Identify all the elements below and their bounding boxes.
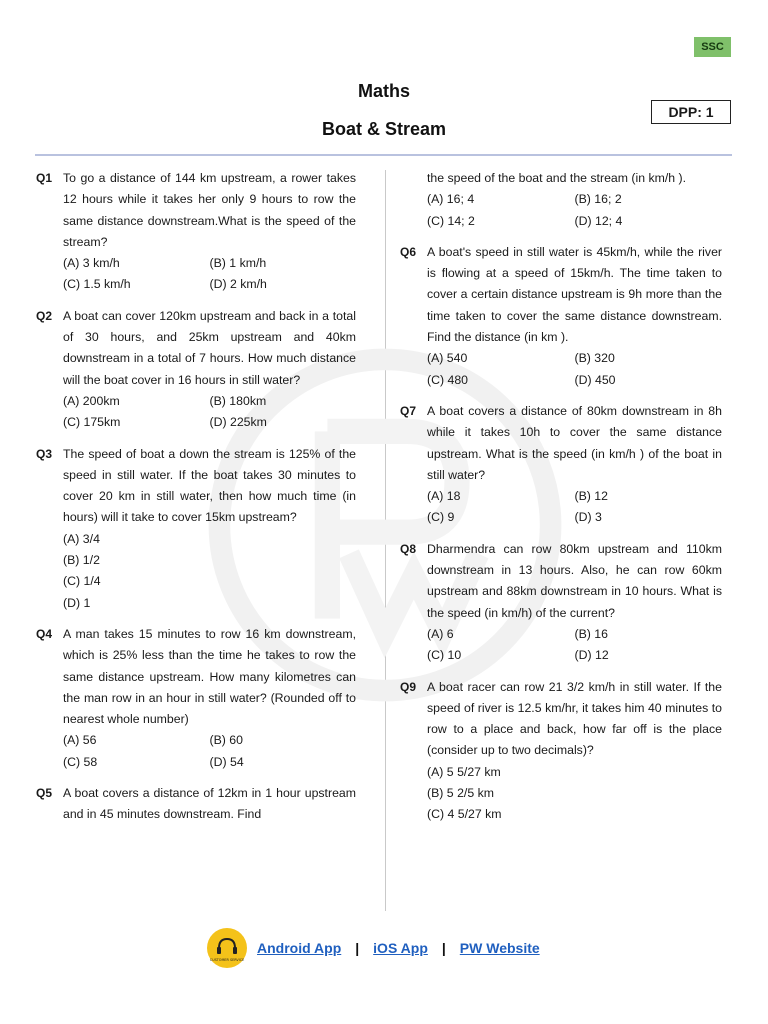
subject-title: Maths: [357, 81, 410, 101]
header-divider: [35, 154, 732, 156]
question-number: Q8: [400, 541, 417, 556]
topic-title: Boat & Stream: [321, 119, 447, 139]
option: (A) 3 km/h: [63, 256, 120, 271]
option: (A) 6: [427, 626, 454, 641]
option: (B) 12: [574, 489, 608, 504]
option: (C) 58: [63, 754, 98, 769]
question-text: A boat's speed in still water is 45km/h, while the river is flowing at a speed of 15km/h. The time taken to cover a certain distance upstream is 9h more than the time taken to cover the same distance downstream. Find the distance (in km ).: [427, 244, 722, 345]
option: (B) 180km: [209, 393, 267, 408]
option: (D) 2 km/h: [209, 277, 267, 292]
question: [36, 624, 356, 773]
question-text: A boat can cover 120km upstream and back in a total of 30 hours, and 25km upstream and 40km downstream in a total of 7 hours. How much distance will the boat cover in 16 hours in still water?: [63, 308, 356, 387]
question: [400, 401, 722, 529]
option: (A) 200km: [63, 393, 120, 408]
option: (C) 1.5 km/h: [63, 277, 131, 292]
question: [36, 168, 356, 296]
option: (A) 3/4: [63, 531, 100, 546]
right-column: [400, 168, 722, 826]
question-number: Q5: [36, 786, 53, 801]
question-text: A boat covers a distance of 80km downstream in 8h while it takes 10h to cover the same distance upstream. What is the speed (in km/h ) of the boat in still water?: [427, 403, 722, 482]
option: (C) 175km: [63, 415, 121, 430]
dpp-label: DPP: 1: [651, 100, 731, 124]
options: [63, 730, 356, 773]
question-number: Q1: [36, 171, 53, 185]
option: (A) 56: [63, 733, 97, 748]
options: [63, 253, 356, 296]
options: [427, 762, 722, 826]
question: [36, 306, 356, 434]
option: (A) 540: [427, 351, 468, 366]
option: (C) 9: [427, 510, 455, 525]
option: (B) 5 2/5 km: [427, 786, 494, 801]
question: [36, 444, 356, 614]
footer-links: [207, 927, 540, 969]
option: (C) 10: [427, 648, 462, 663]
option: (B) 16: [574, 626, 608, 641]
option: (B) 320: [574, 351, 615, 366]
options: [63, 529, 356, 614]
option: (A) 5 5/27 km: [427, 764, 501, 779]
question-text: A boat racer can row 21 3/2 km/h in still water. If the speed of river is 12.5 km/hr, it takes him 40 minutes to row to a place and back, how far off is the place (consider up to two decimals)?: [427, 679, 722, 758]
column-divider: [385, 170, 386, 911]
pw-website-link[interactable]: PW Website: [459, 940, 540, 956]
question-text: the speed of the boat and the stream (in km/h ).: [427, 171, 687, 185]
question-number: Q3: [36, 446, 53, 461]
question-number: Q2: [36, 308, 53, 323]
option: (D) 12: [574, 648, 609, 663]
ios-app-link[interactable]: iOS App: [373, 940, 428, 956]
question-text: To go a distance of 144 km upstream, a rower takes 12 hours while it takes her only 9 hours to row the same distance downstream.What is the speed of the stream?: [63, 171, 356, 249]
question-number: Q7: [400, 403, 417, 418]
question: [400, 539, 722, 667]
option: (C) 480: [427, 372, 469, 387]
separator: |: [441, 940, 446, 956]
option: (B) 16; 2: [574, 192, 622, 207]
separator: |: [355, 940, 360, 956]
question-text: A man takes 15 minutes to row 16 km downstream, which is 25% less than the time he takes to row the same distance upstream. How many kilometres can the man row in an hour in still water? (Rounded off to nearest whole number): [63, 626, 356, 727]
options: [427, 189, 722, 232]
option: (D) 54: [209, 754, 244, 769]
customer-service-logo[interactable]: [207, 928, 247, 968]
option: (D) 3: [574, 510, 602, 525]
question: [400, 677, 722, 826]
options: [427, 624, 722, 667]
headset-icon: [207, 928, 247, 968]
svg-text:CUSTOMER SERVICE: CUSTOMER SERVICE: [209, 958, 245, 962]
question: [400, 242, 722, 391]
question-number: Q9: [400, 679, 417, 694]
question: [36, 783, 356, 826]
left-column: [36, 168, 356, 826]
option: (A) 18: [427, 489, 461, 504]
option: (B) 60: [209, 733, 243, 748]
options: [427, 348, 722, 391]
question: [400, 168, 722, 232]
options: [63, 391, 356, 434]
option: (C) 4 5/27 km: [427, 807, 502, 822]
android-app-link[interactable]: Android App: [257, 940, 342, 956]
question-number: Q4: [36, 626, 53, 641]
option: (A) 16; 4: [427, 192, 475, 207]
question-text: Dharmendra can row 80km upstream and 110km downstream in 13 hours. Also, he can row 60km upstream and 88km downstream in 10 hours. What is the speed (in km/h) of the current?: [427, 541, 722, 620]
question-text: A boat covers a distance of 12km in 1 hour upstream and in 45 minutes downstream. Find: [63, 786, 356, 822]
option: (D) 450: [574, 372, 616, 387]
options: [427, 486, 722, 529]
question-text: The speed of boat a down the stream is 125% of the speed in still water. If the boat takes 30 minutes to cover 20 km in still water, then how much time (in hours) will it take to cover 15km upstream?: [63, 446, 356, 525]
option: (D) 12; 4: [574, 213, 623, 228]
exam-tag: SSC: [694, 37, 731, 57]
option: (D) 1: [63, 595, 91, 610]
question-number: Q6: [400, 244, 417, 259]
option: (C) 14; 2: [427, 213, 475, 228]
option: (B) 1/2: [63, 553, 100, 568]
option: (B) 1 km/h: [209, 256, 267, 271]
option: (C) 1/4: [63, 574, 101, 589]
option: (D) 225km: [209, 415, 267, 430]
